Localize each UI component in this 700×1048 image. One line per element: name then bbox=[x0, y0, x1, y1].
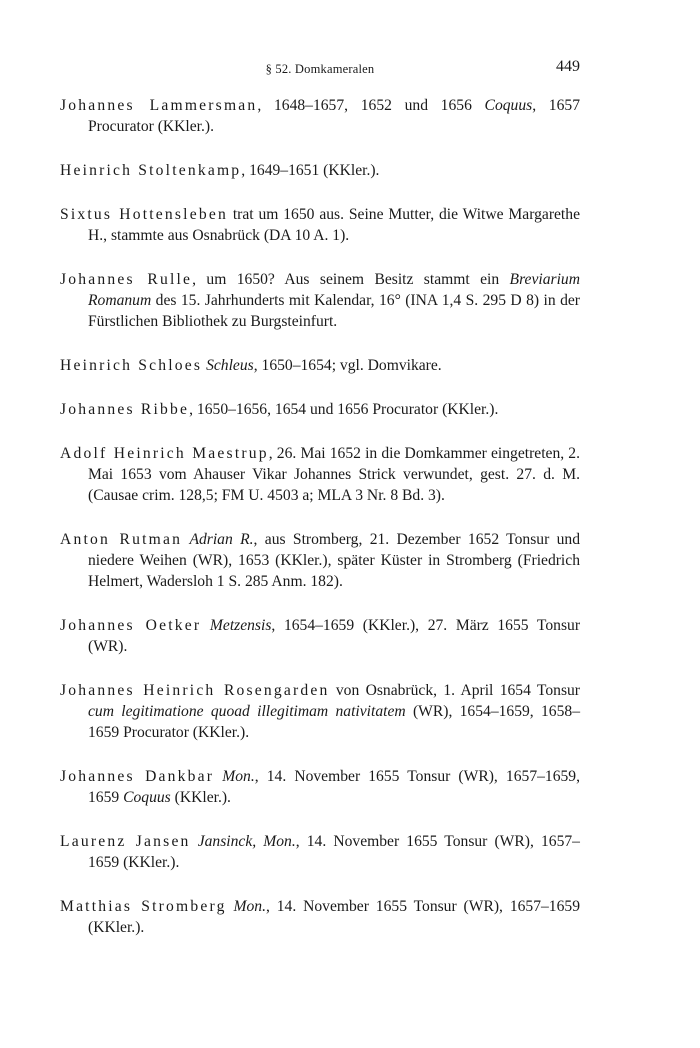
entry-lammersman: Johannes Lammersman, 1648–1657, 1652 und 1656 Coquus, 1657 Procurator (KKler.). bbox=[60, 97, 580, 135]
page-header bbox=[60, 58, 580, 82]
entry-oetker: Johannes Oetker Metzensis, 1654–1659 (KKler.), 27. März 1655 Tonsur (WR). bbox=[60, 617, 581, 655]
entry-name: Heinrich Schloes bbox=[60, 357, 203, 374]
entry-rulle: Johannes Rulle, um 1650? Aus seinem Besitz stammt ein Breviarium Romanum des 15. Jahrhunderts mit Kalendar, 16° (INA 1,4 S. 295 D 8) in der Fürstlichen Bibliothek zu Burgsteinfurt. bbox=[60, 271, 580, 330]
entry-name: Johannes Rulle bbox=[60, 271, 193, 288]
entry-name: Johannes Lammersman bbox=[60, 97, 258, 114]
entry-maestrup: Adolf Heinrich Maestrup, 26. Mai 1652 in die Domkammer eingetreten, 2. Mai 1653 vom Ahauser Vikar Johannes Strick verwundet, gest. 27. d. M. (Causae crim. 128,5; FM U. 4503 a; MLA 3 Nr. 8 Bd. 3). bbox=[60, 445, 581, 504]
entry-name: Johannes Ribbe bbox=[60, 401, 190, 418]
entry-rutman: Anton Rutman Adrian R., aus Stromberg, 21. Dezember 1652 Tonsur und niedere Weihen (WR), 1653 (KKler.), später Küster in Stromberg (Friedrich Helmert, Wadersloh 1 S. 285 Anm. 182). bbox=[60, 531, 580, 590]
entry-ribbe: Johannes Ribbe, 1650–1656, 1654 und 1656 Procurator (KKler.). bbox=[60, 401, 499, 418]
entry-name: Matthias Stromberg bbox=[60, 898, 227, 915]
running-title: § 52. Domkameralen bbox=[265, 62, 375, 76]
entry-name: Heinrich Stoltenkamp bbox=[60, 162, 242, 179]
entry-hottensleben: Sixtus Hottensleben trat um 1650 aus. Seine Mutter, die Witwe Margarethe H., stammte aus Osnabrück (DA 10 A. 1). bbox=[60, 206, 580, 244]
entry-dankbar: Johannes Dankbar Mon., 14. November 1655 Tonsur (WR), 1657–1659, 1659 Coquus (KKler.). bbox=[60, 768, 580, 806]
entry-name: Sixtus Hottensleben bbox=[60, 206, 228, 223]
entry-name: Johannes Dankbar bbox=[60, 768, 215, 785]
entry-stoltenkamp: Heinrich Stoltenkamp, 1649–1651 (KKler.). bbox=[60, 162, 380, 179]
entry-schloes: Heinrich Schloes Schleus, 1650–1654; vgl. Domvikare. bbox=[60, 357, 442, 374]
entry-name: Johannes Heinrich Rosengarden bbox=[60, 682, 330, 699]
entry-name: Anton Rutman bbox=[60, 531, 183, 548]
entry-jansen: Laurenz Jansen Jansinck, Mon., 14. November 1655 Tonsur (WR), 1657–1659 (KKler.). bbox=[60, 833, 580, 871]
entry-name: Laurenz Jansen bbox=[60, 833, 191, 850]
entry-stromberg: Matthias Stromberg Mon., 14. November 1655 Tonsur (WR), 1657–1659 (KKler.). bbox=[60, 898, 580, 936]
entry-name: Adolf Heinrich Maestrup bbox=[60, 445, 269, 462]
entry-name: Johannes Oetker bbox=[60, 617, 202, 634]
entry-list bbox=[60, 95, 580, 961]
entry-rosengarden: Johannes Heinrich Rosengarden von Osnabrück, 1. April 1654 Tonsur cum legitimatione quoad illegitimam nativitatem (WR), 1654–1659, 1658–1659 Procurator (KKler.). bbox=[60, 682, 580, 741]
page-number: 449 bbox=[556, 58, 580, 75]
